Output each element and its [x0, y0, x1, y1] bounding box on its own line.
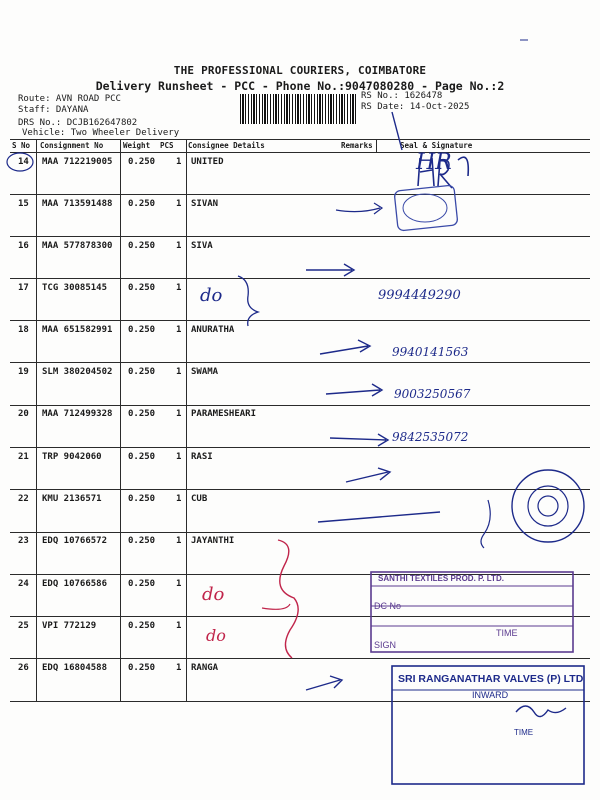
row-pcs: 1 [176, 452, 182, 462]
row-weight: 0.250 [128, 494, 156, 504]
row-consignment: KMU 2136571 [42, 494, 102, 504]
row-consignment: TRP 9042060 [42, 452, 102, 462]
valves-time-label: TIME [514, 728, 534, 737]
ditto-brace-red [278, 540, 298, 658]
row-consignment: MAA 713591488 [42, 199, 113, 209]
runsheet-title: Delivery Runsheet - PCC - Phone No.:9047080280 - Page No.:2 [95, 79, 505, 93]
ditto-brace-row17 [238, 276, 258, 326]
route-label: Route: AVN ROAD PCC [18, 94, 121, 104]
arrow-row21 [346, 468, 390, 482]
col-pcs: PCS [160, 141, 174, 150]
valves-stamp-name: SRI RANGANATHAR VALVES (P) LTD [398, 673, 584, 685]
row-sno: 22 [18, 494, 29, 504]
row-consignee: CUB [191, 494, 208, 504]
round-stamp-outline [394, 185, 458, 231]
row-sno: 26 [18, 663, 29, 673]
phone-row18: 9940141563 [392, 345, 469, 359]
row-pcs: 1 [176, 325, 182, 335]
row-pcs: 1 [176, 283, 182, 293]
row-sno: 21 [18, 452, 29, 462]
row-consignee: SIVA [191, 241, 213, 251]
row-consignee: SIVAN [191, 199, 219, 209]
staff-label: Staff: DAYANA [18, 105, 89, 115]
row-weight: 0.250 [128, 452, 156, 462]
row-pcs: 1 [176, 199, 182, 209]
phone-row17: 9994449290 [378, 288, 461, 303]
ditto-row24: do [202, 584, 225, 605]
row-consignment: VPI 772129 [42, 621, 97, 631]
arrow-row20 [330, 434, 388, 446]
row-consignee: SWAMA [191, 367, 219, 377]
row-consignment: EDQ 10766586 [42, 579, 108, 589]
row-consignee: JAYANTHI [191, 536, 235, 546]
row-consignee: UNITED [191, 157, 224, 167]
arrow-row26 [306, 676, 342, 690]
row-weight: 0.250 [128, 367, 156, 377]
row-sno: 20 [18, 409, 29, 419]
row-sno: 17 [18, 283, 29, 293]
textile-stamp-box [371, 572, 573, 652]
hr-initials: HR [416, 150, 452, 175]
phone-row19: 9003250567 [394, 387, 471, 401]
col-consignment: Consignment No [40, 141, 104, 150]
row-weight: 0.250 [128, 409, 156, 419]
textile-dc-label: DC No [374, 601, 402, 611]
inward-signature [516, 706, 566, 717]
row-pcs: 1 [176, 409, 182, 419]
vehicle-label: Vehicle: Two Wheeler Delivery [22, 128, 180, 138]
row-consignment: MAA 577878300 [42, 241, 113, 251]
drs-number: DRS No.: DCJB162647802 [18, 118, 138, 128]
row-consignment: TCG 30085145 [42, 283, 108, 293]
row-sno: 23 [18, 536, 29, 546]
row-weight: 0.250 [128, 621, 156, 631]
textile-time-label: TIME [496, 628, 518, 638]
row-consignee: RASI [191, 452, 213, 462]
row-consignee: PARAMESHEARI [191, 409, 257, 419]
arrow-row15 [336, 208, 380, 212]
row-sno: 18 [18, 325, 29, 335]
col-seal: Seal & Signature [400, 141, 473, 150]
row-consignee: ANURATHA [191, 325, 235, 335]
row-pcs: 1 [176, 367, 182, 377]
row-consignment: SLM 380204502 [42, 367, 113, 377]
arrow-row18 [320, 340, 370, 354]
ditto-row17: do [200, 285, 223, 306]
row-sno: 16 [18, 241, 29, 251]
row-pcs: 1 [176, 536, 182, 546]
row-pcs: 1 [176, 157, 182, 167]
row-pcs: 1 [176, 621, 182, 631]
col-remarks: Remarks [341, 141, 373, 150]
row-weight: 0.250 [128, 663, 156, 673]
row-sno: 25 [18, 621, 29, 631]
row-consignment: EDQ 16804588 [42, 663, 108, 673]
row-sno: 14 [18, 157, 29, 167]
row-consignment: EDQ 10766572 [42, 536, 108, 546]
arrow-row16 [306, 264, 354, 276]
phone-row20: 9842535072 [392, 430, 469, 444]
ditto-row25: do [206, 626, 226, 645]
arrow-row19 [326, 384, 382, 396]
row-weight: 0.250 [128, 579, 156, 589]
row-weight: 0.250 [128, 157, 156, 167]
row-weight: 0.250 [128, 325, 156, 335]
row-pcs: 1 [176, 494, 182, 504]
textile-sign-label: SIGN [374, 640, 397, 650]
drs-barcode [240, 94, 358, 124]
col-weight: Weight [123, 141, 151, 150]
col-consignee: Consignee Details [188, 141, 265, 150]
row-weight: 0.250 [128, 241, 156, 251]
row-consignment: MAA 712499328 [42, 409, 113, 419]
arrow-row22 [318, 512, 440, 522]
row-pcs: 1 [176, 579, 182, 589]
row-weight: 0.250 [128, 536, 156, 546]
row-sno: 19 [18, 367, 29, 377]
textile-stamp-name: SANTHI TEXTILES PROD. P. LTD. [378, 574, 504, 583]
valves-inward-label: INWARD [472, 690, 509, 700]
row-pcs: 1 [176, 663, 182, 673]
rs-date: RS Date: 14-Oct-2025 [361, 102, 470, 112]
rs-number: RS No.: 1626478 [361, 91, 443, 101]
row-consignment: MAA 712219005 [42, 157, 113, 167]
row-consignment: MAA 651582991 [42, 325, 113, 335]
row-sno: 15 [18, 199, 29, 209]
col-sno: S No [12, 141, 31, 150]
row-weight: 0.250 [128, 199, 156, 209]
row-consignee: RANGA [191, 663, 219, 673]
stamp-inner-ellipse [403, 194, 447, 222]
row-weight: 0.250 [128, 283, 156, 293]
company-title: THE PROFESSIONAL COURIERS, COIMBATORE [173, 64, 427, 77]
row-sno: 24 [18, 579, 29, 589]
row-pcs: 1 [176, 241, 182, 251]
